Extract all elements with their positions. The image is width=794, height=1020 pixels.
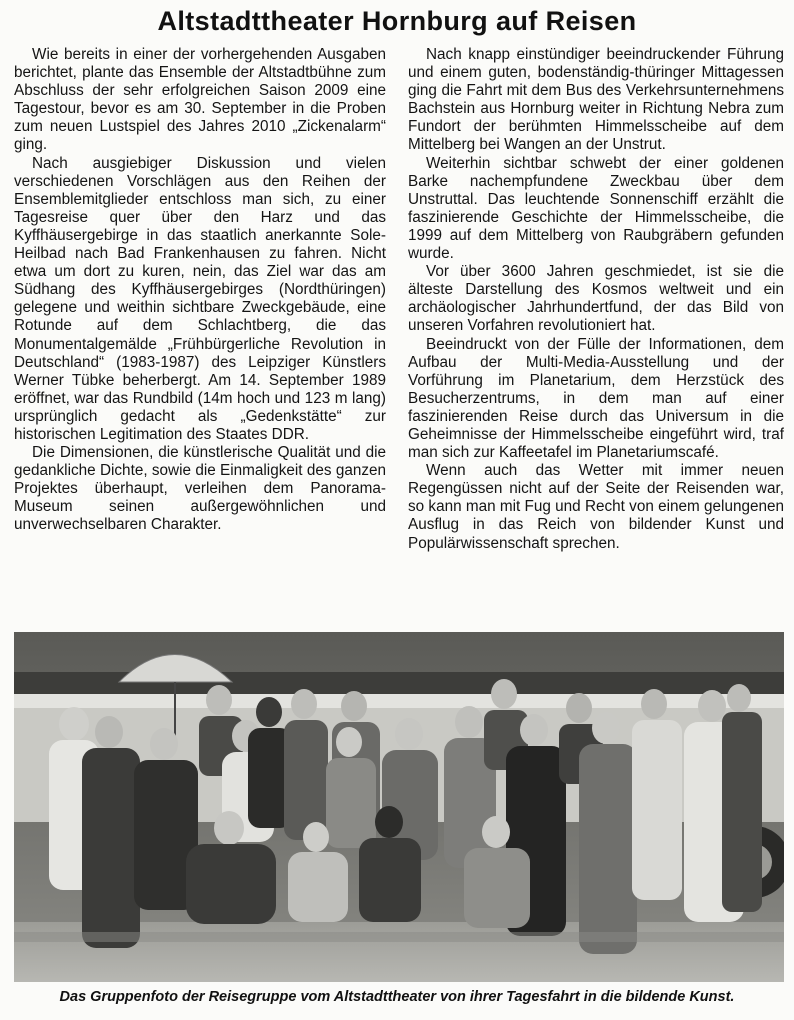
article-headline: Altstadttheater Hornburg auf Reisen	[157, 6, 637, 36]
paragraph: Beeindruckt von der Fülle der Informationen, dem Aufbau der Multi-Media-Ausstellung und der Vorführung im Planetarium, dem Herzstück des Besucherzentrums, in dem man auf einer faszinierenden Reise durch das Universum in die Geheimnisse der Himmelsscheibe eingeführt wird, traf man sich zur Kaffeetafel im Planetariumscafé.	[408, 335, 784, 462]
paragraph: Wenn auch das Wetter mit immer neuen Regengüssen nicht auf der Seite der Reisenden war, so kann man mit Fug und Recht von einem gelungenen Ausflug in das Reich von bildender Kunst und Populärwissenschaft sprechen.	[408, 462, 784, 552]
paragraph: Die Dimensionen, die künstlerische Qualität und die gedankliche Dichte, sowie die Einmaligkeit des ganzen Projektes überhaupt, verleihen dem Panorama-Museum seinen außergewöhnlichen und unverwechselbaren Charakter.	[14, 444, 386, 534]
paragraph: Vor über 3600 Jahren geschmiedet, ist sie die älteste Darstellung des Kosmos weltweit und ein archäologischer Jahrhundertfund, der das Bild von unseren Vorfahren revolutioniert hat.	[408, 263, 784, 335]
paragraph: Nach knapp einstündiger beeindruckender Führung und einem guten, bodenständig-thüringer Mittagessen ging die Fahrt mit dem Bus des Verkehrsunternehmens Bachstein aus Hornburg weiter in Richtung Nebra zum Fundort der berühmten Himmelsscheibe auf dem Mittelberg bei Wangen an der Unstrut.	[408, 46, 784, 154]
paragraph: Nach ausgiebiger Diskussion und vielen verschiedenen Vorschlägen aus den Reihen der Ensemblemitglieder entschloss man sich, zu einer Tagesreise quer über den Harz und das Kyffhäusergebirge in das staatlich anerkannte Sole-Heilbad nach Bad Frankenhausen zu fahren. Nicht etwa um dort zu kuren, nein, das Ziel war das am Südhang des Kyffhäusergebirges (Nordthüringen) gelegene und weithin sichtbare Zweckgebäude, eine Rotunde auf dem Schlachtberg, die das Monumentalgemälde „Frühbürgerliche Revolution in Deutschland“ (1983-1987) des Leipziger Künstlers Werner Tübke beherbergt. Am 14. September 1989 eröffnet, war das Rundbild (14m hoch und 123 m lang) ursprünglich gedacht als „Gedenkstätte“ zur historischen Legitimation des Staates DDR.	[14, 154, 386, 443]
paragraph: Weiterhin sichtbar schwebt der einer goldenen Barke nachempfundene Zweckbau über dem Unstruttal. Das leuchtende Sonnenschiff erzählt die faszinierende Geschichte der Himmelsscheibe, die 1999 auf dem Mittelberg von Raubgräbern gefunden wurde.	[408, 154, 784, 263]
photo-caption: Das Gruppenfoto der Reisegruppe vom Altstadttheater von ihrer Tagesfahrt in die bildende Kunst.	[59, 989, 735, 1005]
right-column	[408, 46, 784, 553]
left-column	[14, 46, 386, 535]
group-photo	[14, 632, 784, 982]
paragraph: Wie bereits in einer der vorhergehenden Ausgaben berichtet, plante das Ensemble der Altstadtbühne zum Abschluss der sehr erfolgreichen Saison 2009 eine Tagestour, bevor es am 30. September in die Proben zum neuen Lustspiel des Jahres 2010 „Zickenalarm“ ging.	[14, 46, 386, 154]
group-photo-illustration	[14, 632, 784, 982]
